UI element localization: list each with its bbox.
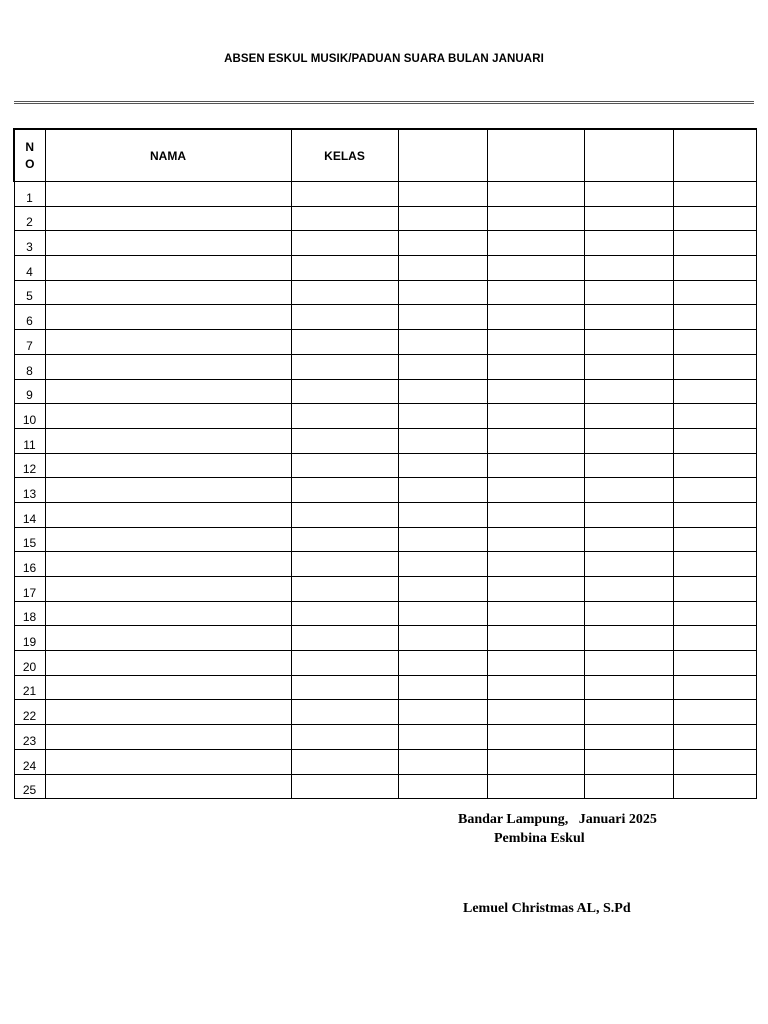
row-number: 25 (14, 774, 45, 799)
cell-date-4[interactable] (673, 256, 756, 281)
cell-date-2[interactable] (487, 206, 584, 231)
cell-date-1[interactable] (398, 749, 487, 774)
cell-nama[interactable] (45, 577, 291, 602)
cell-date-1[interactable] (398, 527, 487, 552)
cell-kelas[interactable] (291, 601, 398, 626)
table-row (14, 330, 756, 355)
signature-name: Lemuel Christmas AL, S.Pd (463, 901, 631, 916)
cell-date-4[interactable] (673, 330, 756, 355)
table-row (14, 280, 756, 305)
cell-date-2[interactable] (487, 379, 584, 404)
table-row (14, 527, 756, 552)
cell-kelas[interactable] (291, 305, 398, 330)
header-date-col-3 (584, 129, 673, 182)
row-number: 8 (14, 354, 45, 379)
header-date-col-1 (398, 129, 487, 182)
table-row (14, 700, 756, 725)
row-number: 23 (14, 725, 45, 750)
table-row (14, 206, 756, 231)
cell-kelas[interactable] (291, 725, 398, 750)
cell-kelas[interactable] (291, 231, 398, 256)
cell-nama[interactable] (45, 725, 291, 750)
cell-date-1[interactable] (398, 601, 487, 626)
row-number: 10 (14, 404, 45, 429)
row-number: 9 (14, 379, 45, 404)
cell-date-1[interactable] (398, 577, 487, 602)
cell-kelas[interactable] (291, 404, 398, 429)
table-row (14, 354, 756, 379)
cell-date-3[interactable] (584, 404, 673, 429)
cell-date-3[interactable] (584, 428, 673, 453)
cell-kelas[interactable] (291, 700, 398, 725)
table-row (14, 675, 756, 700)
cell-date-3[interactable] (584, 626, 673, 651)
cell-date-4[interactable] (673, 231, 756, 256)
cell-date-1[interactable] (398, 502, 487, 527)
cell-date-4[interactable] (673, 774, 756, 799)
cell-nama[interactable] (45, 626, 291, 651)
cell-kelas[interactable] (291, 552, 398, 577)
table-row (14, 379, 756, 404)
table-row (14, 478, 756, 503)
row-number: 16 (14, 552, 45, 577)
cell-date-4[interactable] (673, 700, 756, 725)
cell-date-2[interactable] (487, 626, 584, 651)
cell-date-2[interactable] (487, 675, 584, 700)
cell-date-2[interactable] (487, 478, 584, 503)
cell-kelas[interactable] (291, 502, 398, 527)
cell-kelas[interactable] (291, 626, 398, 651)
cell-date-3[interactable] (584, 478, 673, 503)
cell-date-2[interactable] (487, 700, 584, 725)
row-number: 20 (14, 651, 45, 676)
cell-date-1[interactable] (398, 651, 487, 676)
cell-date-1[interactable] (398, 231, 487, 256)
cell-nama[interactable] (45, 675, 291, 700)
header-date-col-4 (673, 129, 756, 182)
cell-date-4[interactable] (673, 749, 756, 774)
cell-date-3[interactable] (584, 453, 673, 478)
cell-date-3[interactable] (584, 231, 673, 256)
cell-nama[interactable] (45, 280, 291, 305)
cell-nama[interactable] (45, 354, 291, 379)
cell-date-2[interactable] (487, 601, 584, 626)
header-kelas: KELAS (291, 129, 398, 182)
cell-nama[interactable] (45, 552, 291, 577)
table-row (14, 231, 756, 256)
row-number: 22 (14, 700, 45, 725)
table-row (14, 404, 756, 429)
cell-nama[interactable] (45, 601, 291, 626)
cell-nama[interactable] (45, 774, 291, 799)
cell-date-1[interactable] (398, 675, 487, 700)
cell-date-2[interactable] (487, 651, 584, 676)
attendance-table (13, 128, 757, 799)
cell-date-4[interactable] (673, 379, 756, 404)
cell-nama[interactable] (45, 478, 291, 503)
cell-date-4[interactable] (673, 478, 756, 503)
cell-date-4[interactable] (673, 206, 756, 231)
header-no-line2: O (25, 156, 35, 171)
header-no (14, 129, 45, 182)
cell-date-2[interactable] (487, 552, 584, 577)
cell-date-2[interactable] (487, 453, 584, 478)
signature-role: Pembina Eskul (494, 831, 585, 846)
cell-date-2[interactable] (487, 354, 584, 379)
cell-nama[interactable] (45, 404, 291, 429)
cell-date-1[interactable] (398, 256, 487, 281)
cell-kelas[interactable] (291, 453, 398, 478)
row-number: 21 (14, 675, 45, 700)
cell-date-3[interactable] (584, 280, 673, 305)
row-number: 5 (14, 280, 45, 305)
cell-date-3[interactable] (584, 502, 673, 527)
cell-date-1[interactable] (398, 305, 487, 330)
table-row (14, 651, 756, 676)
cell-date-4[interactable] (673, 453, 756, 478)
cell-date-3[interactable] (584, 379, 673, 404)
cell-date-4[interactable] (673, 527, 756, 552)
cell-date-1[interactable] (398, 774, 487, 799)
cell-date-1[interactable] (398, 280, 487, 305)
row-number: 4 (14, 256, 45, 281)
cell-date-4[interactable] (673, 552, 756, 577)
cell-date-2[interactable] (487, 527, 584, 552)
table-row (14, 774, 756, 799)
cell-kelas[interactable] (291, 675, 398, 700)
cell-date-3[interactable] (584, 725, 673, 750)
cell-nama[interactable] (45, 182, 291, 207)
cell-nama[interactable] (45, 305, 291, 330)
row-number: 15 (14, 527, 45, 552)
table-header-row (14, 129, 756, 182)
cell-date-4[interactable] (673, 651, 756, 676)
cell-date-1[interactable] (398, 379, 487, 404)
row-number: 11 (14, 428, 45, 453)
row-number: 17 (14, 577, 45, 602)
cell-kelas[interactable] (291, 206, 398, 231)
row-number: 3 (14, 231, 45, 256)
cell-kelas[interactable] (291, 749, 398, 774)
header-divider (14, 101, 754, 104)
row-number: 1 (14, 182, 45, 207)
cell-date-3[interactable] (584, 700, 673, 725)
cell-date-4[interactable] (673, 354, 756, 379)
table-row (14, 749, 756, 774)
cell-date-2[interactable] (487, 280, 584, 305)
cell-date-1[interactable] (398, 453, 487, 478)
cell-kelas[interactable] (291, 256, 398, 281)
cell-date-2[interactable] (487, 256, 584, 281)
row-number: 19 (14, 626, 45, 651)
table-body (14, 182, 756, 799)
cell-nama[interactable] (45, 231, 291, 256)
cell-kelas[interactable] (291, 774, 398, 799)
cell-date-1[interactable] (398, 725, 487, 750)
row-number: 18 (14, 601, 45, 626)
cell-date-3[interactable] (584, 527, 673, 552)
cell-date-3[interactable] (584, 182, 673, 207)
document-title: ABSEN ESKUL MUSIK/PADUAN SUARA BULAN JANUARI (224, 53, 544, 65)
cell-date-3[interactable] (584, 675, 673, 700)
header-date-col-2 (487, 129, 584, 182)
cell-date-4[interactable] (673, 305, 756, 330)
cell-nama[interactable] (45, 749, 291, 774)
cell-date-4[interactable] (673, 404, 756, 429)
cell-date-2[interactable] (487, 330, 584, 355)
cell-date-2[interactable] (487, 502, 584, 527)
cell-nama[interactable] (45, 428, 291, 453)
row-number: 12 (14, 453, 45, 478)
row-number: 13 (14, 478, 45, 503)
cell-date-2[interactable] (487, 725, 584, 750)
cell-kelas[interactable] (291, 577, 398, 602)
row-number: 14 (14, 502, 45, 527)
header-no-line1: N (25, 139, 35, 154)
cell-date-1[interactable] (398, 700, 487, 725)
cell-nama[interactable] (45, 651, 291, 676)
cell-date-2[interactable] (487, 231, 584, 256)
cell-kelas[interactable] (291, 330, 398, 355)
cell-date-1[interactable] (398, 354, 487, 379)
cell-kelas[interactable] (291, 527, 398, 552)
cell-kelas[interactable] (291, 354, 398, 379)
cell-date-4[interactable] (673, 601, 756, 626)
cell-kelas[interactable] (291, 379, 398, 404)
cell-date-2[interactable] (487, 774, 584, 799)
table-row (14, 626, 756, 651)
cell-date-4[interactable] (673, 626, 756, 651)
table-row (14, 552, 756, 577)
cell-nama[interactable] (45, 379, 291, 404)
table-row (14, 182, 756, 207)
cell-date-2[interactable] (487, 577, 584, 602)
table-row (14, 601, 756, 626)
cell-nama[interactable] (45, 502, 291, 527)
cell-date-3[interactable] (584, 749, 673, 774)
cell-date-3[interactable] (584, 206, 673, 231)
cell-date-4[interactable] (673, 428, 756, 453)
cell-date-3[interactable] (584, 330, 673, 355)
cell-date-3[interactable] (584, 601, 673, 626)
cell-nama[interactable] (45, 453, 291, 478)
cell-kelas[interactable] (291, 280, 398, 305)
row-number: 24 (14, 749, 45, 774)
header-nama: NAMA (45, 129, 291, 182)
cell-date-1[interactable] (398, 478, 487, 503)
cell-date-1[interactable] (398, 626, 487, 651)
cell-nama[interactable] (45, 206, 291, 231)
table-row (14, 256, 756, 281)
cell-kelas[interactable] (291, 182, 398, 207)
cell-kelas[interactable] (291, 428, 398, 453)
cell-date-2[interactable] (487, 182, 584, 207)
row-number: 7 (14, 330, 45, 355)
signature-place-date: Bandar Lampung, Januari 2025 (458, 812, 657, 827)
cell-date-3[interactable] (584, 354, 673, 379)
cell-date-2[interactable] (487, 749, 584, 774)
cell-kelas[interactable] (291, 651, 398, 676)
table-row (14, 305, 756, 330)
cell-date-4[interactable] (673, 280, 756, 305)
cell-nama[interactable] (45, 527, 291, 552)
cell-kelas[interactable] (291, 478, 398, 503)
cell-date-1[interactable] (398, 404, 487, 429)
row-number: 6 (14, 305, 45, 330)
cell-nama[interactable] (45, 330, 291, 355)
cell-date-2[interactable] (487, 305, 584, 330)
cell-date-3[interactable] (584, 577, 673, 602)
cell-date-3[interactable] (584, 774, 673, 799)
cell-date-3[interactable] (584, 651, 673, 676)
cell-date-3[interactable] (584, 256, 673, 281)
cell-date-4[interactable] (673, 725, 756, 750)
cell-date-2[interactable] (487, 404, 584, 429)
cell-nama[interactable] (45, 256, 291, 281)
cell-date-4[interactable] (673, 502, 756, 527)
cell-nama[interactable] (45, 700, 291, 725)
cell-date-2[interactable] (487, 428, 584, 453)
table-row (14, 577, 756, 602)
cell-date-3[interactable] (584, 552, 673, 577)
cell-date-1[interactable] (398, 206, 487, 231)
table-row (14, 428, 756, 453)
cell-date-4[interactable] (673, 182, 756, 207)
cell-date-1[interactable] (398, 330, 487, 355)
cell-date-1[interactable] (398, 428, 487, 453)
cell-date-4[interactable] (673, 675, 756, 700)
cell-date-4[interactable] (673, 577, 756, 602)
cell-date-3[interactable] (584, 305, 673, 330)
cell-date-1[interactable] (398, 182, 487, 207)
row-number: 2 (14, 206, 45, 231)
table-row (14, 502, 756, 527)
table-row (14, 453, 756, 478)
table-row (14, 725, 756, 750)
cell-date-1[interactable] (398, 552, 487, 577)
